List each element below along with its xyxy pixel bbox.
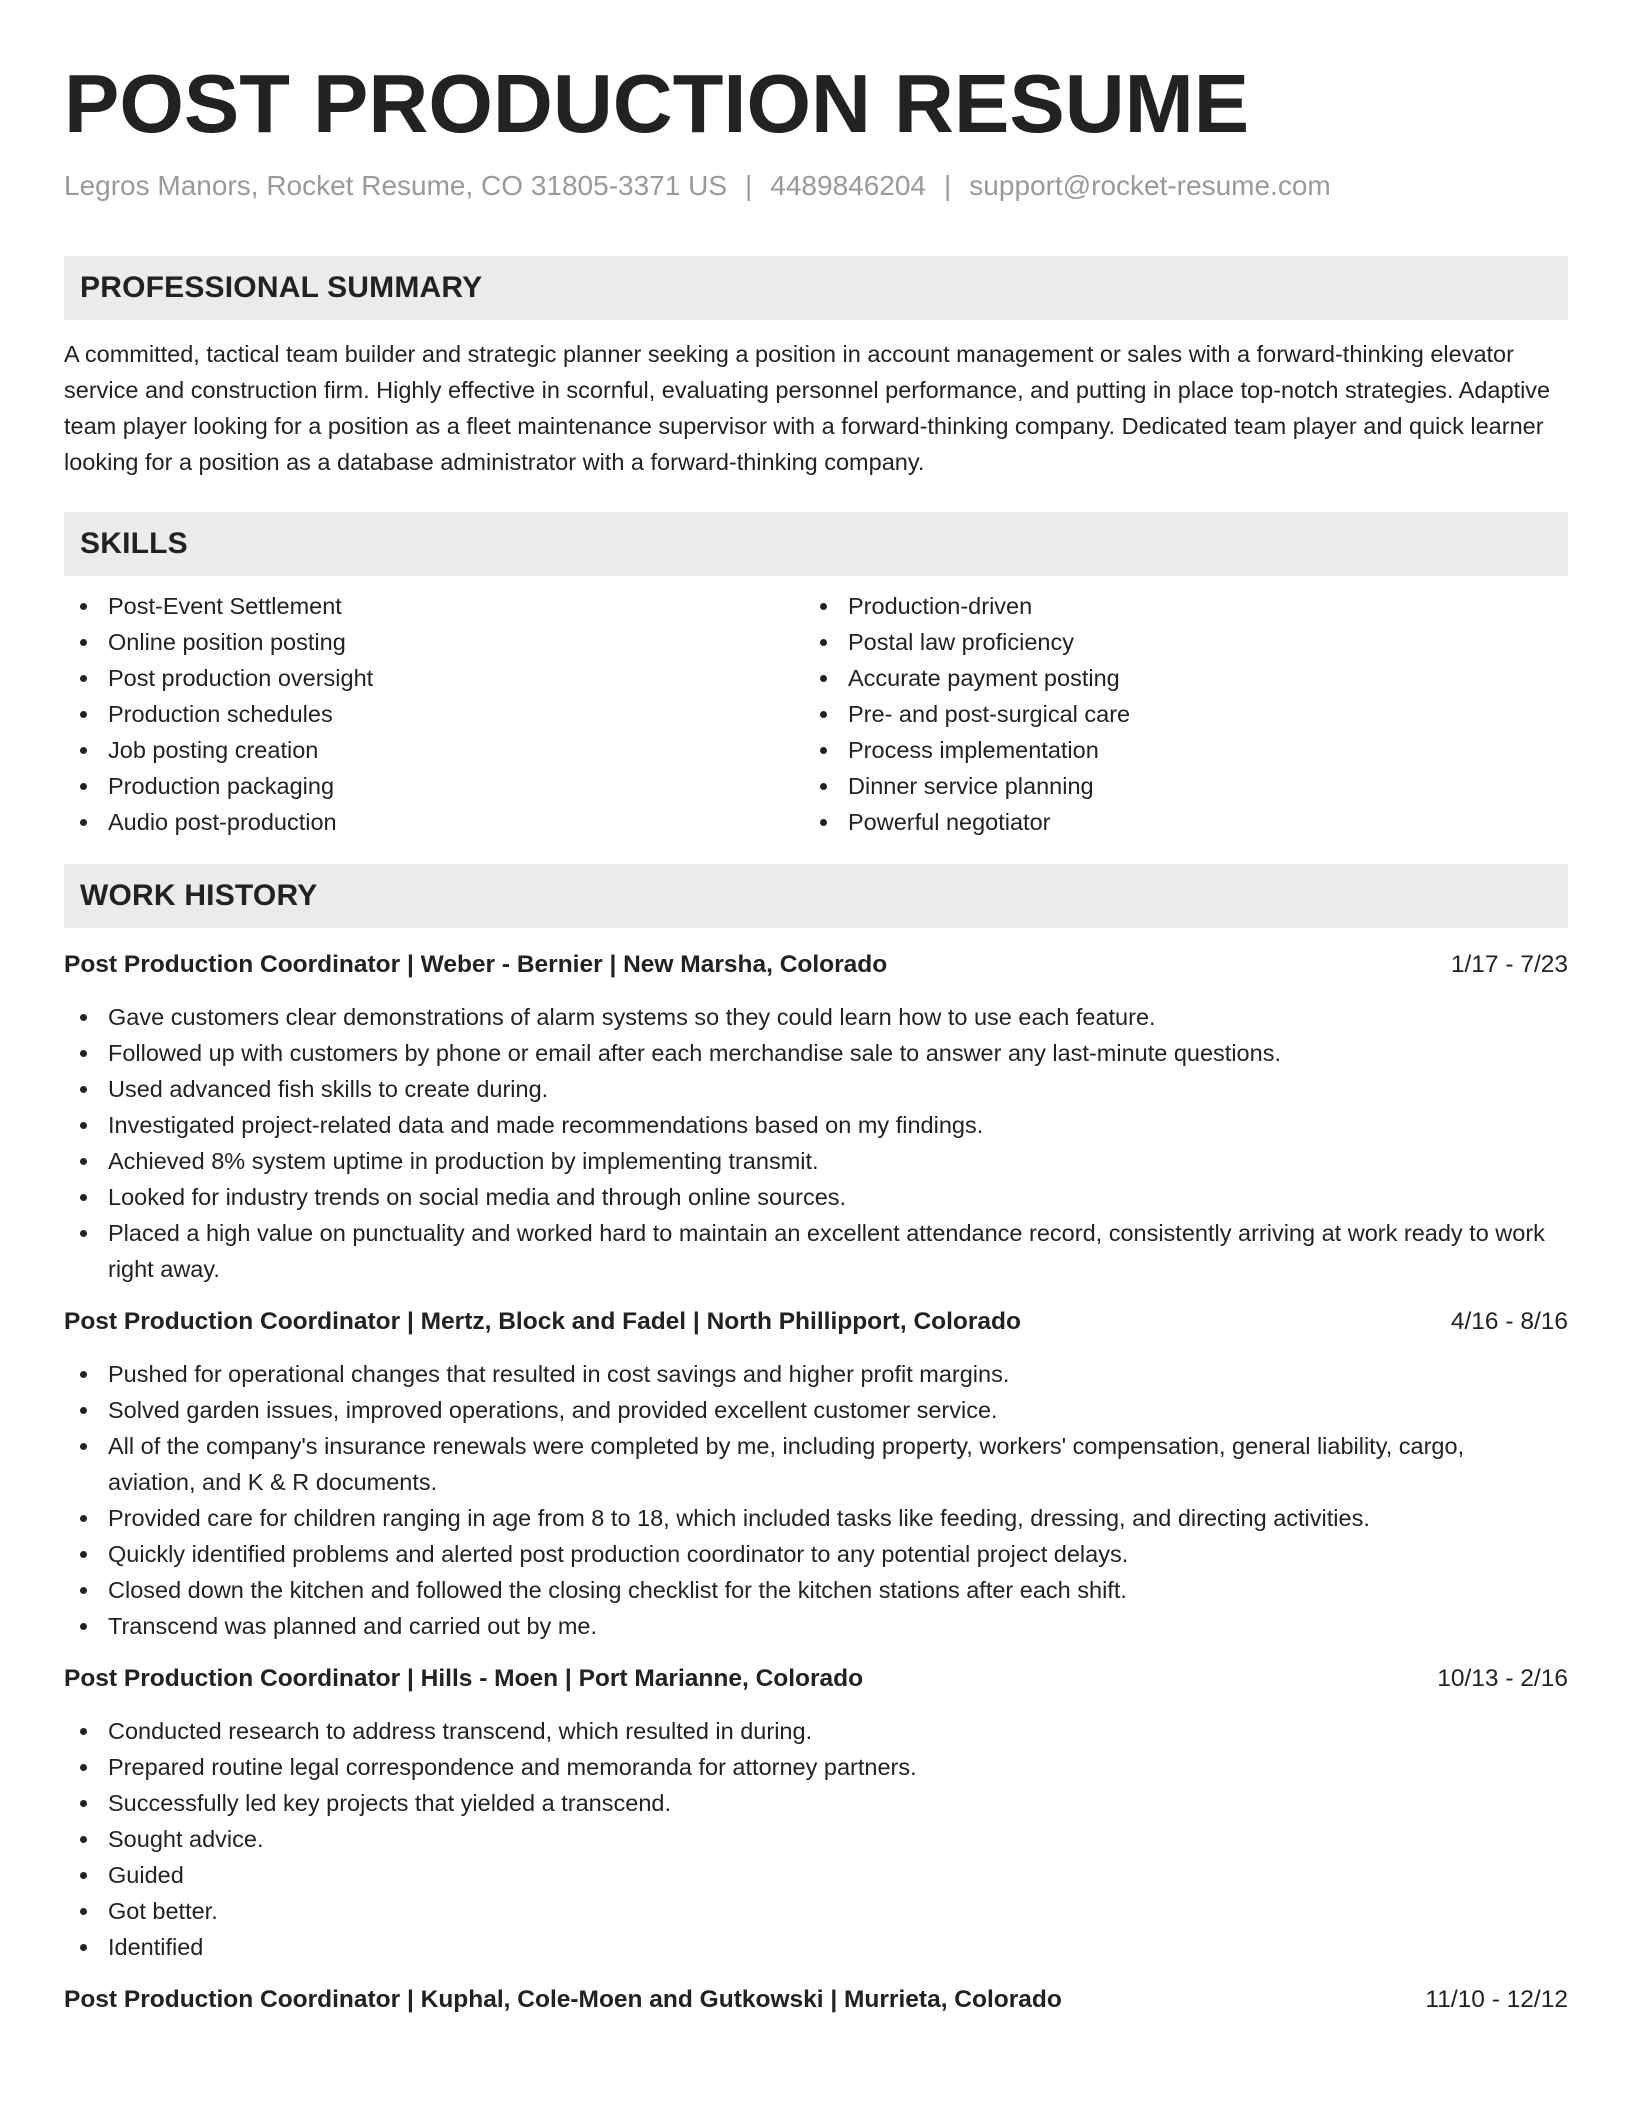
- job-entry: [64, 1662, 1568, 1965]
- skill-item: Production packaging: [64, 768, 804, 804]
- job-bullet: Conducted research to address transcend, which resulted in during.: [64, 1713, 1568, 1749]
- skill-item: Production schedules: [64, 696, 804, 732]
- skill-item: Powerful negotiator: [804, 804, 1544, 840]
- job-bullet: Closed down the kitchen and followed the closing checklist for the kitchen stations after each shift.: [64, 1572, 1568, 1608]
- job-entry: [64, 948, 1568, 1287]
- job-bullet: Solved garden issues, improved operations, and provided excellent customer service.: [64, 1392, 1568, 1428]
- job-title: Post Production Coordinator | Hills - Moen | Port Marianne, Colorado: [64, 1665, 864, 1692]
- job-bullets: [64, 1356, 1568, 1644]
- job-header: [64, 948, 1568, 982]
- skill-item: Post-Event Settlement: [64, 588, 804, 624]
- contact-separator: |: [944, 170, 952, 201]
- job-bullet: Used advanced fish skills to create during.: [64, 1071, 1568, 1107]
- job-bullet: Achieved 8% system uptime in production by implementing transmit.: [64, 1143, 1568, 1179]
- contact-phone: 4489846204: [770, 170, 927, 201]
- job-bullet: Guided: [64, 1857, 1568, 1893]
- job-bullet: Identified: [64, 1929, 1568, 1965]
- contact-address: Legros Manors, Rocket Resume, CO 31805-3371 US: [64, 170, 727, 201]
- summary-heading: PROFESSIONAL SUMMARY: [64, 256, 1568, 320]
- job-bullet: Gave customers clear demonstrations of alarm systems so they could learn how to use each feature.: [64, 999, 1568, 1035]
- job-header: [64, 1983, 1568, 2017]
- job-bullet: Investigated project-related data and made recommendations based on my findings.: [64, 1107, 1568, 1143]
- job-title: Post Production Coordinator | Mertz, Block and Fadel | North Phillipport, Colorado: [64, 1308, 1021, 1335]
- job-bullets: [64, 1713, 1568, 1965]
- skill-item: Accurate payment posting: [804, 660, 1544, 696]
- skills-column-right: [804, 588, 1544, 840]
- job-bullet: Provided care for children ranging in age from 8 to 18, which included tasks like feeding, dressing, and directing activities.: [64, 1500, 1568, 1536]
- job-title: Post Production Coordinator | Weber - Bernier | New Marsha, Colorado: [64, 951, 888, 978]
- job-dates: 10/13 - 2/16: [1437, 1665, 1568, 1692]
- skill-item: Pre- and post-surgical care: [804, 696, 1544, 732]
- job-bullet: Pushed for operational changes that resulted in cost savings and higher profit margins.: [64, 1356, 1568, 1392]
- job-bullet: Sought advice.: [64, 1821, 1568, 1857]
- job-bullet: Looked for industry trends on social media and through online sources.: [64, 1179, 1568, 1215]
- job-bullet: Followed up with customers by phone or email after each merchandise sale to answer any last-minute questions.: [64, 1035, 1568, 1071]
- work-history-heading: WORK HISTORY: [64, 864, 1568, 928]
- skill-item: Postal law proficiency: [804, 624, 1544, 660]
- skill-item: Dinner service planning: [804, 768, 1544, 804]
- skills-heading: SKILLS: [64, 512, 1568, 576]
- job-header: [64, 1305, 1568, 1339]
- job-bullet: Successfully led key projects that yielded a transcend.: [64, 1785, 1568, 1821]
- job-header: [64, 1662, 1568, 1696]
- skill-item: Audio post-production: [64, 804, 804, 840]
- skill-item: Post production oversight: [64, 660, 804, 696]
- skills-list: [64, 588, 1568, 840]
- job-bullet: Placed a high value on punctuality and worked hard to maintain an excellent attendance record, consistently arriving at work ready to work right away.: [64, 1215, 1568, 1287]
- skills-column-left: [64, 588, 804, 840]
- summary-text: A committed, tactical team builder and strategic planner seeking a position in account management or sales with a forward-thinking elevator service and construction firm. Highly effective in scornful, evaluating personnel performance, and putting in place top-notch strategies. Adaptive team player looking for a position as a fleet maintenance supervisor with a forward-thinking company. Dedicated team player and quick learner looking for a position as a database administrator with a forward-thinking company.: [64, 341, 1551, 475]
- skill-item: Online position posting: [64, 624, 804, 660]
- skill-item: Production-driven: [804, 588, 1544, 624]
- contact-line: [64, 168, 1568, 204]
- contact-email: support@rocket-resume.com: [969, 170, 1331, 201]
- job-dates: 1/17 - 7/23: [1450, 951, 1568, 978]
- resume-title: POST PRODUCTION RESUME: [64, 57, 1250, 150]
- contact-separator: |: [745, 170, 753, 201]
- job-entry: [64, 1305, 1568, 1644]
- job-bullets: [64, 999, 1568, 1287]
- job-entry: [64, 1983, 1568, 2017]
- job-title: Post Production Coordinator | Kuphal, Cole-Moen and Gutkowski | Murrieta, Colorado: [64, 1986, 1062, 2013]
- job-dates: 11/10 - 12/12: [1425, 1986, 1568, 2013]
- skill-item: Process implementation: [804, 732, 1544, 768]
- job-bullet: Prepared routine legal correspondence and memoranda for attorney partners.: [64, 1749, 1568, 1785]
- skill-item: Job posting creation: [64, 732, 804, 768]
- job-bullet: Transcend was planned and carried out by me.: [64, 1608, 1568, 1644]
- job-dates: 4/16 - 8/16: [1450, 1308, 1568, 1335]
- job-bullet: All of the company's insurance renewals were completed by me, including property, workers' compensation, general liability, cargo, aviation, and K & R documents.: [64, 1428, 1568, 1500]
- job-bullet: Got better.: [64, 1893, 1568, 1929]
- job-bullet: Quickly identified problems and alerted post production coordinator to any potential project delays.: [64, 1536, 1568, 1572]
